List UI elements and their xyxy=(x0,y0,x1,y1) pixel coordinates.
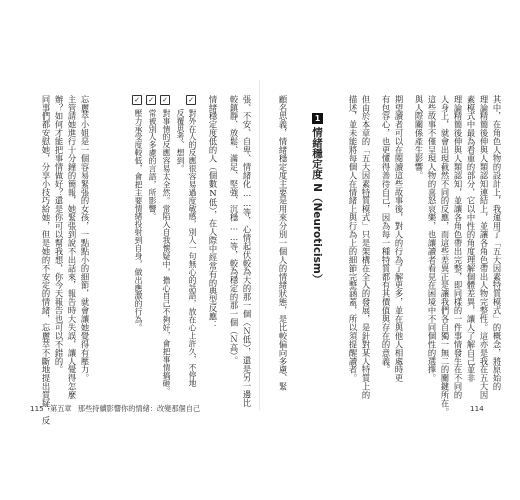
checkmark-icon: ✓ xyxy=(146,95,156,105)
left-page-line: 張、不安、自卑、情緒化……等，心情起伏較為大的那一個（Ｎ低），還是另一邊比 xyxy=(242,95,252,407)
section-heading-title: 情緒穩定度 N（Neuroticism） xyxy=(311,127,323,285)
checkmark-icon: ✓ xyxy=(186,95,196,105)
right-page-line: 這些故事不僅呈現人物的喜怒哀樂，也讓讀者看見在困境中不同個性的選擇。 xyxy=(427,95,437,383)
right-page-line: 與人際關係產生影響。 xyxy=(414,95,424,180)
checklist-item: 常被別人多慮的言語，所影響。 xyxy=(148,109,157,221)
checklist-intro: 情緒穩定度低的人（個數N低），在人際中經常有的典型反應： xyxy=(208,95,218,330)
chapter-title: 那些持續影響你的情緒：改變那個自己 xyxy=(77,404,201,413)
section-heading xyxy=(310,113,325,284)
page-footer-left xyxy=(30,404,200,414)
checklist-item: 反覆思考、想到。 xyxy=(176,109,185,173)
story-line: 辦？如何才能把事情做好？還是你可以幫我想，你今天報告也可以不錯的。 xyxy=(54,95,64,374)
chapter-label: 第五章 xyxy=(50,404,72,413)
page-number-left: 115 xyxy=(30,404,44,413)
checkmark-icon: ✓ xyxy=(160,95,170,105)
checklist-item: 對外在人的反應很容易過度敏感，別人一句無心的話語，放在心上許久，不停地 xyxy=(188,109,197,388)
right-page-line: 理論精簡後伸與人類認知連結上，並讓各角色帶出人物完整性。這亦是我在五大因 xyxy=(479,95,489,400)
story-line: 主管請她進行十分鐘的簡報，她緊張到說不出話來，報告時大失誤，讓人覺得怎麼 xyxy=(67,95,77,400)
right-page-line: 人身上，就會出現截然不同的反應，而這些差異正是讓我們各自獨一無二的關鍵所在。 xyxy=(440,95,450,417)
right-page-body-line: 顧名思義，情緒穩定度主要是用來分別一個人的情緒狀態，是比較偏向多慮、緊 xyxy=(278,95,288,391)
page-number-right: 114 xyxy=(470,404,484,413)
section-number-badge: 1 xyxy=(313,114,322,123)
checklist-item: 對事情的反應容易太全然。常陷入自我懷疑中，擔心自己不夠好，會把事情搞砸。 xyxy=(162,109,171,396)
checkmark-icon: ✓ xyxy=(132,95,142,105)
right-page-line: 但由於本章的「五大因素特質模式」只是架構在全人的發展，是針對某人特質上的 xyxy=(361,95,371,400)
story-line: 同事們都安慰她，分享小技巧給她，但是她的不安定的情緒，忘麗萃不斷地提出質疑，反 xyxy=(41,95,51,425)
right-page-line: 期望讀者可以在閱讀這些故事後，對人的行為了解更多，並在與他人相處時更 xyxy=(394,95,404,383)
checklist-item: 壓力承受度較低，會把主要情緒投射到自身，做出應激的行為。 xyxy=(134,109,143,332)
right-page-line: 描述，並未能將每個人在情緒上與行為上的細節完整涵蓋，所以須提醒讀者。 xyxy=(348,95,358,383)
right-page-line: 理論精簡後伸與人類認知，並讓各角色帶出完整，即同樣的一件事情發生在不同的 xyxy=(453,95,463,400)
book-gutter xyxy=(259,80,260,410)
right-page-line: 其中，在角色人物的設計上，我運用了「五大因素特質模式」的概念，將原始的 xyxy=(492,95,502,391)
left-page-line: 較鎮靜、放鬆、滿足、堅強、沉穩……等，較為穩定的那一個（Ｎ高）。 xyxy=(229,95,239,365)
story-line: 忘麗萃小姐是一個容易緊張的女孩，一點點小的細節，就會讓她覺得有壓力。 xyxy=(80,95,90,383)
right-page-line: 素模式中最為看重的部分，它以中性的角度理解個體差異，讓人了解自己並非 xyxy=(466,95,476,383)
right-page-line: 有包容心，也更懂得善待自己，因為每一種特質都有其價值與存在的意義。 xyxy=(381,95,391,374)
